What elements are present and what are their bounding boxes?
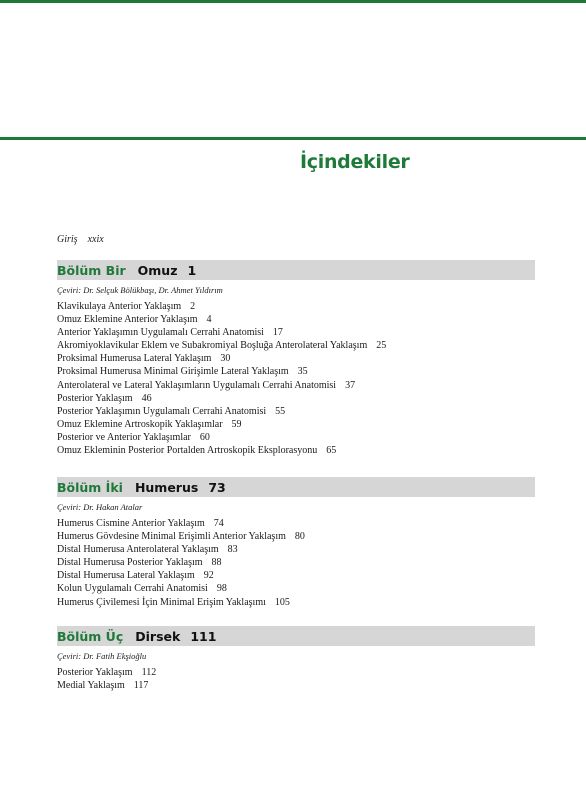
translator-credit: Çeviri: Dr. Selçuk Bölükbaşı, Dr. Ahmet Yıldırım xyxy=(57,285,223,295)
toc-entry[interactable] xyxy=(57,679,535,692)
toc-entry[interactable] xyxy=(57,379,535,392)
entry-page: 55 xyxy=(275,405,286,417)
toc-entry[interactable] xyxy=(57,556,535,569)
toc-entry[interactable] xyxy=(57,569,535,582)
translator-credit: Çeviri: Dr. Hakan Atalar xyxy=(57,502,143,512)
section-header xyxy=(57,260,535,280)
top-rule xyxy=(0,0,586,3)
entry-title: Humerus Cismine Anterior Yaklaşım xyxy=(57,518,205,529)
toc-list xyxy=(57,300,535,457)
entry-title: Anterior Yaklaşımın Uygulamalı Cerrahi Anatomisi xyxy=(57,327,264,339)
toc-entry[interactable] xyxy=(57,392,535,405)
entry-page: 92 xyxy=(203,570,214,582)
entry-page: 74 xyxy=(213,518,224,529)
intro-label: Giriş xyxy=(57,234,78,245)
section-page: 1 xyxy=(187,262,197,278)
toc-entry[interactable] xyxy=(57,444,535,457)
entry-page: 88 xyxy=(211,557,222,569)
toc-entry[interactable] xyxy=(57,365,535,378)
header-rule xyxy=(0,137,586,140)
toc-entry[interactable] xyxy=(57,543,535,556)
section-humerus xyxy=(57,477,535,609)
toc-list xyxy=(57,666,535,692)
entry-page: 98 xyxy=(216,583,227,595)
entry-page: 30 xyxy=(220,353,231,365)
entry-title: Distal Humerusa Lateral Yaklaşım xyxy=(57,570,195,582)
entry-page: 60 xyxy=(199,431,210,443)
section-page: 111 xyxy=(190,628,217,644)
toc-entry[interactable] xyxy=(57,418,535,431)
entry-title: Distal Humerusa Posterior Yaklaşım xyxy=(57,557,203,569)
section-name: Humerus xyxy=(134,479,199,495)
entry-title: Klavikulaya Anterior Yaklaşım xyxy=(57,301,182,312)
entry-page: 117 xyxy=(133,680,149,692)
section-omuz xyxy=(57,260,535,457)
toc-entry[interactable] xyxy=(57,530,535,543)
entry-title: Akromiyoklavikular Eklem ve Subakromiyal Boşluğa Anterolateral Yaklaşım xyxy=(57,340,368,352)
entry-page: 37 xyxy=(345,379,356,391)
entry-title: Posterior Yaklaşımın Uygulamalı Cerrahi Anatomisi xyxy=(57,405,267,417)
entry-title: Posterior ve Anterior Yaklaşımlar xyxy=(57,431,191,443)
entry-page: 59 xyxy=(231,418,242,430)
toc-list xyxy=(57,517,535,609)
entry-title: Omuz Ekleminin Posterior Portalden Artroskopik Eksplorasyonu xyxy=(57,445,318,457)
entry-page: 35 xyxy=(297,366,308,378)
entry-page: 46 xyxy=(141,392,152,404)
entry-title: Posterior Yaklaşım xyxy=(57,667,133,678)
section-part: Bölüm Üç xyxy=(57,628,124,644)
toc-entry[interactable] xyxy=(57,517,535,530)
entry-page: 105 xyxy=(274,596,290,608)
entry-title: Humerus Gövdesine Minimal Erişimli Anterior Yaklaşım xyxy=(57,531,286,543)
entry-page: 4 xyxy=(206,314,212,326)
entry-title: Humerus Çivilemesi İçin Minimal Erişim Yaklaşımı xyxy=(57,596,266,608)
toc-entry[interactable] xyxy=(57,313,535,326)
section-page: 73 xyxy=(208,479,226,495)
toc-entry[interactable] xyxy=(57,405,535,418)
translator-credit: Çeviri: Dr. Fatih Ekşioğlu xyxy=(57,651,147,661)
toc-entry[interactable] xyxy=(57,431,535,444)
toc-entry[interactable] xyxy=(57,582,535,595)
toc-entry[interactable] xyxy=(57,352,535,365)
entry-page: 2 xyxy=(190,301,196,312)
entry-title: Omuz Eklemine Artroskopik Yaklaşımlar xyxy=(57,418,223,430)
toc-entry[interactable] xyxy=(57,300,535,313)
entry-title: Anterolateral ve Lateral Yaklaşımların Uygulamalı Cerrahi Anatomisi xyxy=(57,379,337,391)
section-dirsek xyxy=(57,626,535,692)
section-header xyxy=(57,477,535,497)
section-name: Omuz xyxy=(137,262,178,278)
toc-entry[interactable] xyxy=(57,596,535,609)
entry-page: 17 xyxy=(272,327,283,339)
entry-title: Medial Yaklaşım xyxy=(57,680,125,692)
entry-title: Omuz Eklemine Anterior Yaklaşım xyxy=(57,314,198,326)
section-part: Bölüm İki xyxy=(57,479,123,495)
section-name: Dirsek xyxy=(135,628,181,644)
intro-page: xxix xyxy=(87,234,104,245)
entry-page: 83 xyxy=(227,544,238,556)
page-title: İçindekiler xyxy=(300,151,410,173)
intro-entry xyxy=(57,234,104,245)
entry-page: 25 xyxy=(376,340,387,352)
section-header xyxy=(57,626,535,646)
entry-page: 112 xyxy=(141,667,157,678)
entry-title: Proksimal Humerusa Lateral Yaklaşım xyxy=(57,353,212,365)
toc-entry[interactable] xyxy=(57,339,535,352)
entry-title: Proksimal Humerusa Minimal Girişimle Lateral Yaklaşım xyxy=(57,366,289,378)
entry-title: Distal Humerusa Anterolateral Yaklaşım xyxy=(57,544,219,556)
section-part: Bölüm Bir xyxy=(57,262,126,278)
entry-title: Posterior Yaklaşım xyxy=(57,392,133,404)
entry-page: 65 xyxy=(326,445,337,457)
toc-entry[interactable] xyxy=(57,326,535,339)
entry-title: Kolun Uygulamalı Cerrahi Anatomisi xyxy=(57,583,208,595)
entry-page: 80 xyxy=(294,531,305,543)
toc-entry[interactable] xyxy=(57,666,535,679)
